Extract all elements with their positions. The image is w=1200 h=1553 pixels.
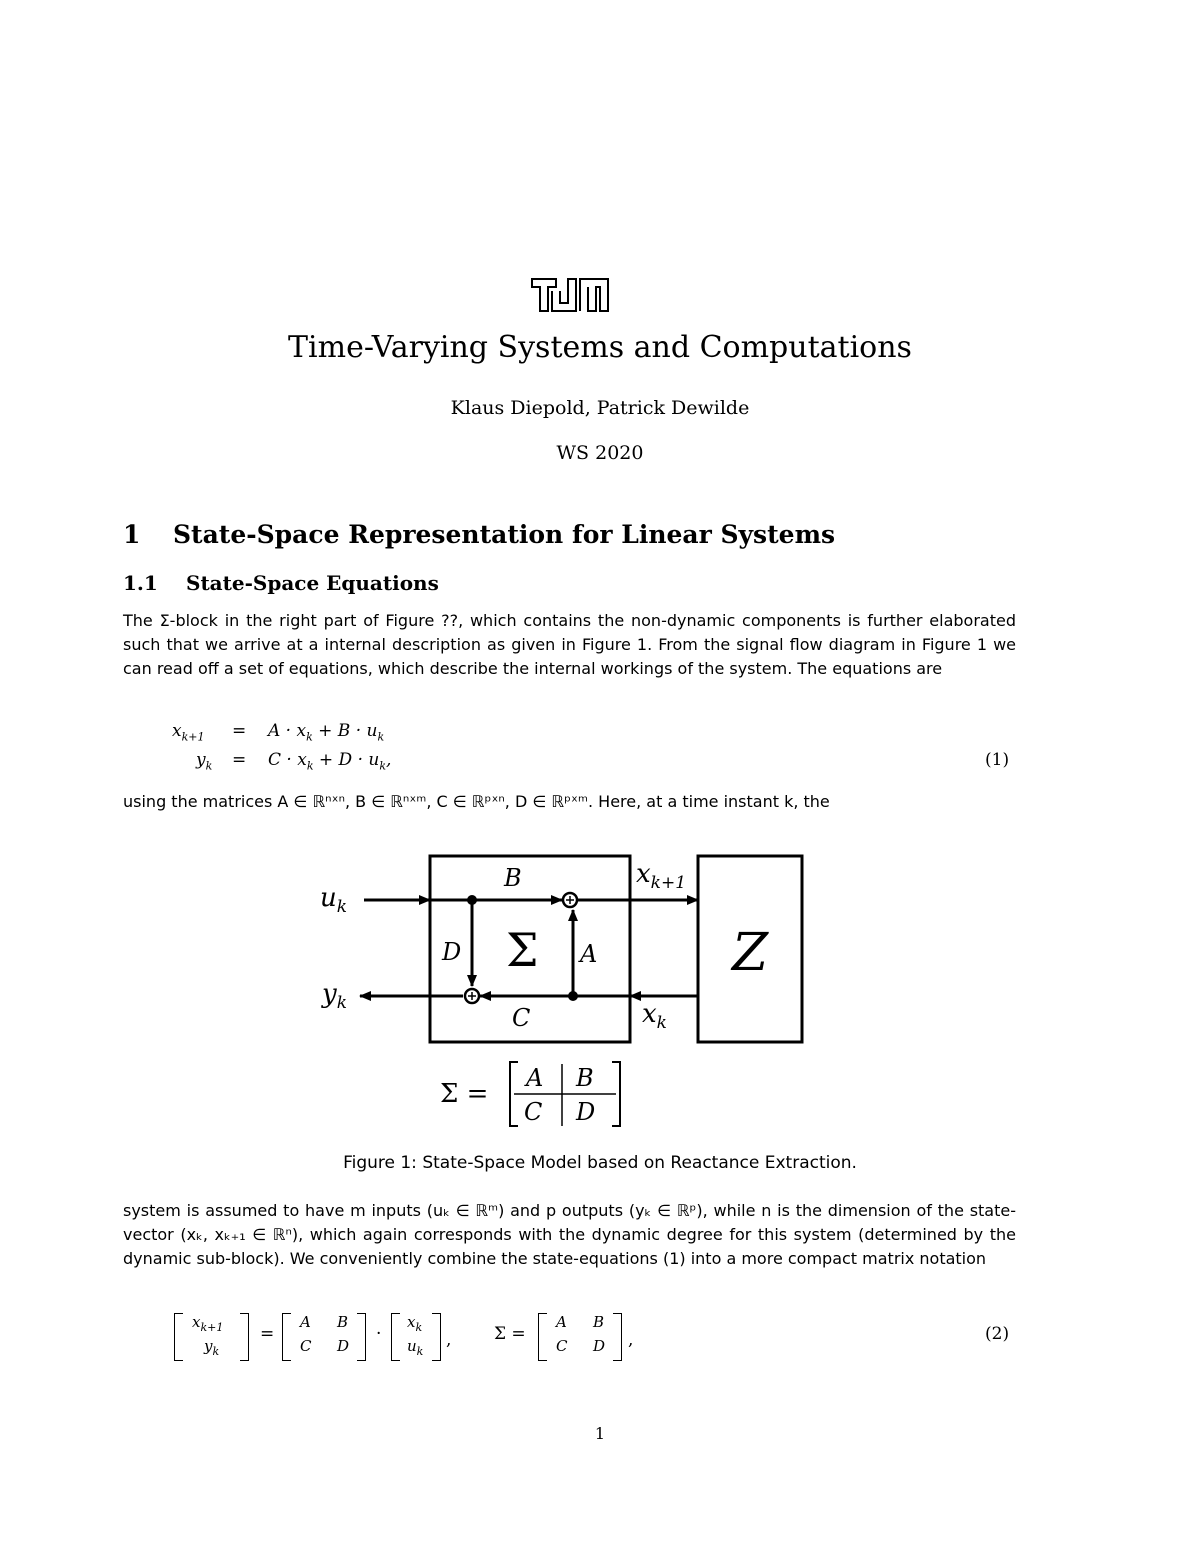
section-number: 1 [123, 520, 141, 549]
equation-2-number: (2) [985, 1324, 1010, 1344]
eq1-line1-equals: = [232, 721, 247, 741]
eq2-matrix-right-bracket [357, 1313, 366, 1361]
label-c: C [512, 1004, 531, 1032]
eq2-d: D [337, 1337, 350, 1355]
subsection-number: 1.1 [123, 571, 158, 595]
tum-logo-graphic [530, 277, 610, 313]
eq2-b: B [337, 1313, 349, 1331]
eq2-lhs-right-bracket [240, 1313, 249, 1361]
matrix-d: D [576, 1098, 596, 1126]
eq2-dot: · [376, 1324, 382, 1344]
paragraph-2: system is assumed to have m inputs (uₖ ∈ ℝᵐ) and p outputs (yₖ ∈ ℝᵖ), while n is the dimension of the state-vector (xₖ, xₖ₊₁ ∈ ℝⁿ), which again corresponds with the dynamic degree for this system (determined by the dynamic sub-block). We conveniently combine the state-equations (1) into a more compact matrix notation [123, 1201, 1016, 1268]
figure-caption: Figure 1: State-Space Model based on Reactance Extraction. [343, 1153, 857, 1173]
tum-logo [530, 277, 610, 313]
label-u-k: $u_k$ [320, 883, 348, 917]
eq2-lhs-top: $x_{k+1}$ [192, 1313, 224, 1334]
semester: WS 2020 [556, 442, 644, 464]
eq2-comma-1: , [446, 1330, 452, 1350]
eq2-sigma-a: A [556, 1313, 567, 1331]
eq2-matrix-left-bracket [282, 1313, 291, 1361]
eq2-sigma-right-bracket [613, 1313, 622, 1361]
eq2-vec-left-bracket [391, 1313, 400, 1361]
eq2-comma-2: , [628, 1330, 634, 1350]
subsection-heading [123, 571, 439, 595]
eq2-lhs-left-bracket [174, 1313, 183, 1361]
label-x-k: $x_k$ [642, 999, 667, 1033]
eq2-sigma-eq: Σ = [494, 1324, 526, 1344]
eq2-sigma-d: D [593, 1337, 606, 1355]
subsection-title: State-Space Equations [186, 571, 439, 595]
paragraph-1: The Σ-block in the right part of Figure ??, which contains the non-dynamic components is further elaborated such that we arrive at a internal description as given in Figure 1. From the signal flow diagram in Figure 1 we can read off a set of equations, which describe the internal workings of the system. The equations are [123, 611, 1016, 678]
eq2-sigma-left-bracket [538, 1313, 547, 1361]
label-d: D [442, 938, 462, 966]
equation-1-number: (1) [985, 750, 1010, 770]
eq1-line1-lhs: $x_{k+1}$ [172, 721, 205, 744]
document-title: Time-Varying Systems and Computations [288, 330, 912, 365]
label-x-k1: $x_{k+1}$ [636, 859, 687, 893]
eq1-line2-lhs: $y_k$ [196, 750, 213, 773]
label-b: B [504, 864, 522, 892]
eq2-lhs-bottom: $y_k$ [204, 1337, 220, 1358]
eq2-vec-top: $x_k$ [407, 1313, 423, 1334]
eq2-equals: = [260, 1324, 275, 1344]
page-number: 1 [594, 1424, 606, 1443]
matrix-prefix: Σ = [440, 1079, 489, 1109]
eq2-sigma-c: C [556, 1337, 568, 1355]
branch-node-bottom [568, 991, 578, 1001]
authors: Klaus Diepold, Patrick Dewilde [450, 397, 750, 419]
label-z: Z [732, 923, 769, 983]
label-a: A [580, 940, 598, 968]
label-y-k: $y_k$ [322, 979, 348, 1013]
eq2-c: C [300, 1337, 312, 1355]
eq2-vec-bottom: $u_k$ [407, 1337, 424, 1358]
eq1-line1-rhs: $A \cdot x_k + B \cdot u_k$ [268, 721, 385, 744]
eq2-vec-right-bracket [432, 1313, 441, 1361]
section-heading [123, 520, 835, 549]
matrices-line: using the matrices A ∈ ℝⁿˣⁿ, B ∈ ℝⁿˣᵐ, C ∈ ℝᵖˣⁿ, D ∈ ℝᵖˣᵐ. Here, at a time instant k, the [123, 792, 830, 811]
matrix-c: C [524, 1098, 543, 1126]
matrix-a: A [526, 1064, 544, 1092]
branch-node-top [467, 895, 477, 905]
section-title: State-Space Representation for Linear Systems [173, 520, 836, 549]
eq2-sigma-b: B [593, 1313, 605, 1331]
matrix-b: B [576, 1064, 594, 1092]
eq2-a: A [300, 1313, 311, 1331]
eq1-line2-rhs: $C \cdot x_k + D \cdot u_k$, [268, 750, 392, 773]
figure-1-diagram [300, 840, 820, 1140]
figure-1 [300, 840, 820, 1140]
label-sigma: Σ [506, 923, 539, 977]
eq1-line2-equals: = [232, 750, 247, 770]
